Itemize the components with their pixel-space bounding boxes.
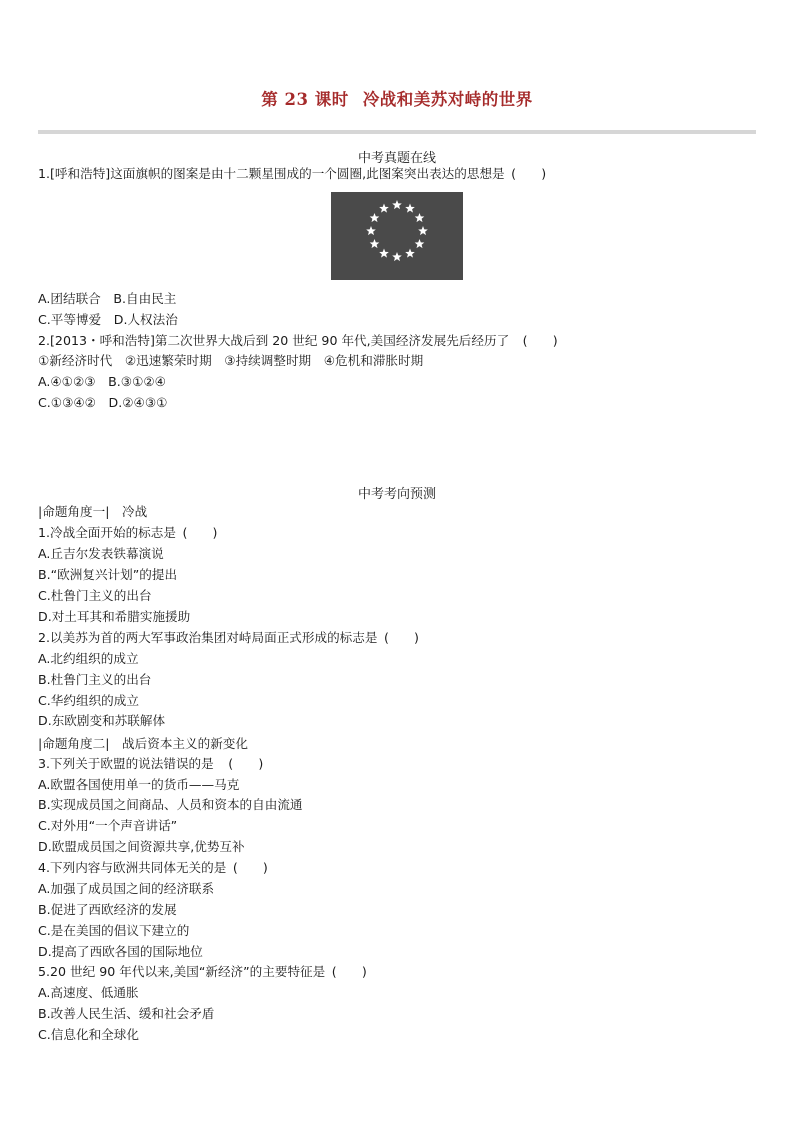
option-b: B.促进了西欧经济的发展 [38, 902, 177, 917]
option-c: C.是在美国的倡议下建立的 [38, 923, 190, 938]
eu-flag-icon [331, 192, 463, 280]
question-2 [38, 333, 571, 349]
page-title [0, 86, 794, 110]
answer-blank: ( ) [331, 964, 367, 979]
q2-items: ①新经济时代 ②迅速繁荣时期 ③持续调整时期 ④危机和滞胀时期 [38, 353, 424, 368]
option-d: D.对土耳其和希腊实施援助 [38, 609, 191, 624]
answer-blank: ( ) [522, 333, 558, 348]
question-3-3 [38, 756, 278, 772]
question-1 [38, 166, 553, 182]
option-d: D.欧盟成员国之间资源共享,优势互补 [38, 839, 245, 854]
question-text: 3.下列关于欧盟的说法错误的是 [38, 756, 214, 771]
option-b: B.杜鲁门主义的出台 [38, 672, 152, 687]
answer-blank: ( ) [511, 166, 547, 181]
option-c: C.对外用“一个声音讲话” [38, 818, 178, 833]
question-3-1 [38, 525, 224, 541]
question-text: 2.以美苏为首的两大军事政治集团对峙局面正式形成的标志是 [38, 630, 378, 645]
question-text: 1.冷战全面开始的标志是 [38, 525, 176, 540]
question-text: 1.[呼和浩特]这面旗帜的图案是由十二颗星围成的一个圆圈,此图案突出表达的思想是 [38, 166, 505, 181]
question-text: 2.[2013・呼和浩特]第二次世界大战后到 20 世纪 90 年代,美国经济发展先后经历了 [38, 333, 510, 348]
answer-blank: ( ) [182, 525, 218, 540]
question-3-2 [38, 630, 425, 646]
answer-blank: ( ) [383, 630, 419, 645]
option-a: A.高速度、低通胀 [38, 985, 139, 1000]
q1-options-cd: C.平等博爱 D.人权法治 [38, 312, 178, 327]
section-title-exam: 中考真题在线 [357, 151, 436, 166]
option-d: D.提高了西欧各国的国际地位 [38, 944, 203, 959]
question-3-5 [38, 964, 373, 980]
question-3-4 [38, 860, 274, 876]
option-b: B.实现成员国之间商品、人员和资本的自由流通 [38, 797, 303, 812]
question-text: 5.20 世纪 90 年代以来,美国“新经济”的主要特征是 [38, 964, 326, 979]
option-d: D.东欧剧变和苏联解体 [38, 713, 166, 728]
option-a: A.北约组织的成立 [38, 651, 139, 666]
option-c: C.杜鲁门主义的出台 [38, 588, 152, 603]
answer-blank: ( ) [232, 860, 268, 875]
q2-options-cd: C.①③④② D.②④③① [38, 395, 168, 410]
angle-heading-1: |命题角度一| 冷战 [38, 504, 148, 519]
question-text: 4.下列内容与欧洲共同体无关的是 [38, 860, 227, 875]
q2-options-ab: A.④①②③ B.③①②④ [38, 374, 166, 389]
option-a: A.丘吉尔发表铁幕演说 [38, 546, 164, 561]
section-title-forecast: 中考考向预测 [357, 487, 436, 502]
lesson-number: 第 23 课时 [261, 90, 349, 109]
q1-options-ab: A.团结联合 B.自由民主 [38, 291, 177, 306]
option-b: B.改善人民生活、缓和社会矛盾 [38, 1006, 215, 1021]
header-divider [38, 130, 756, 134]
angle-heading-2: |命题角度二| 战后资本主义的新变化 [38, 736, 248, 751]
lesson-name: 冷战和美苏对峙的世界 [362, 90, 533, 109]
answer-blank: ( ) [228, 756, 264, 771]
option-c: C.信息化和全球化 [38, 1027, 139, 1042]
option-a: A.加强了成员国之间的经济联系 [38, 881, 215, 896]
option-c: C.华约组织的成立 [38, 693, 139, 708]
option-b: B.“欧洲复兴计划”的提出 [38, 567, 178, 582]
option-a: A.欧盟各国使用单一的货币——马克 [38, 777, 240, 792]
